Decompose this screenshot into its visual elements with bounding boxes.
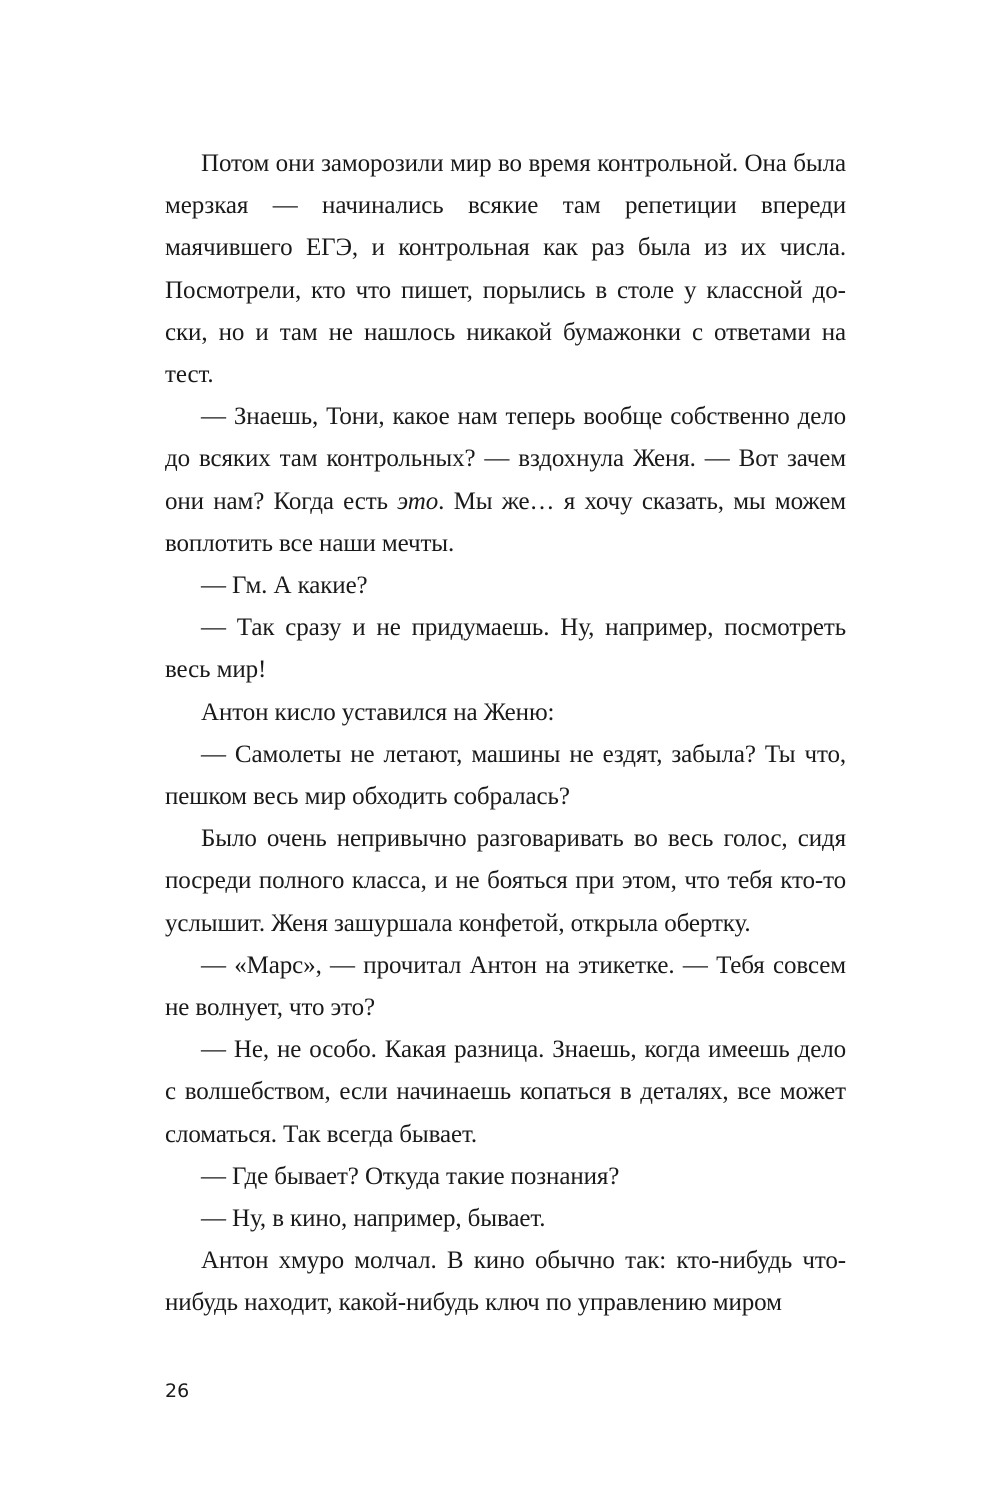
paragraph [165, 396, 846, 565]
paragraph: — Так сразу и не придумаешь. Ну, например, посмотреть весь мир! [165, 614, 846, 684]
paragraph: — Гм. А какие? [201, 572, 368, 600]
page-number: 26 [165, 1380, 190, 1402]
paragraph: Потом они заморозили мир во время контрольной. Она была мерзкая — начинались всякие там репетиции впереди маячившего ЕГЭ, и контрольная как раз была из их числа. Посмотрели, кто что пишет, порылись в столе у классной доски, но и там не нашлось никакой бумажонки с ответами на тест. [165, 150, 846, 389]
paragraph-text: — Знаешь, Тони, какое нам теперь вообще собственно дело до всяких там контрольных? — вздохнула Женя. — Вот зачем они нам? Когда есть [165, 403, 846, 515]
paragraph: Было очень непривычно разговаривать во весь голос, сидя посреди полного класса, и не бояться при этом, что тебя кто-то услышит. Женя зашуршала конфетой, открыла обертку. [165, 825, 846, 937]
paragraph-text: . Мы же… я хочу сказать, мы можем воплотить все наши мечты. [165, 487, 846, 557]
body-text [165, 143, 846, 1325]
italic-word: это [397, 487, 439, 515]
paragraph: Антон кисло уставился на Женю: [201, 698, 555, 726]
paragraph: — Не, не особо. Какая разница. Знаешь, когда имеешь дело с волшебством, если начинаешь копаться в деталях, все может сломаться. Так всегда бывает. [165, 1036, 846, 1148]
paragraph: — «Марс», — прочитал Антон на этикетке. — Тебя совсем не волнует, что это? [165, 951, 846, 1022]
paragraph: — Где бывает? Откуда такие познания? [201, 1162, 620, 1190]
paragraph: — Самолеты не летают, машины не ездят, забыла? Ты что, пешком весь мир обходить собралась? [165, 740, 846, 811]
paragraph: — Ну, в кино, например, бывает. [201, 1205, 546, 1233]
paragraph: Антон хмуро молчал. В кино обычно так: кто-нибудь что-нибудь находит, какой-нибудь ключ по управлению миром [165, 1247, 846, 1317]
